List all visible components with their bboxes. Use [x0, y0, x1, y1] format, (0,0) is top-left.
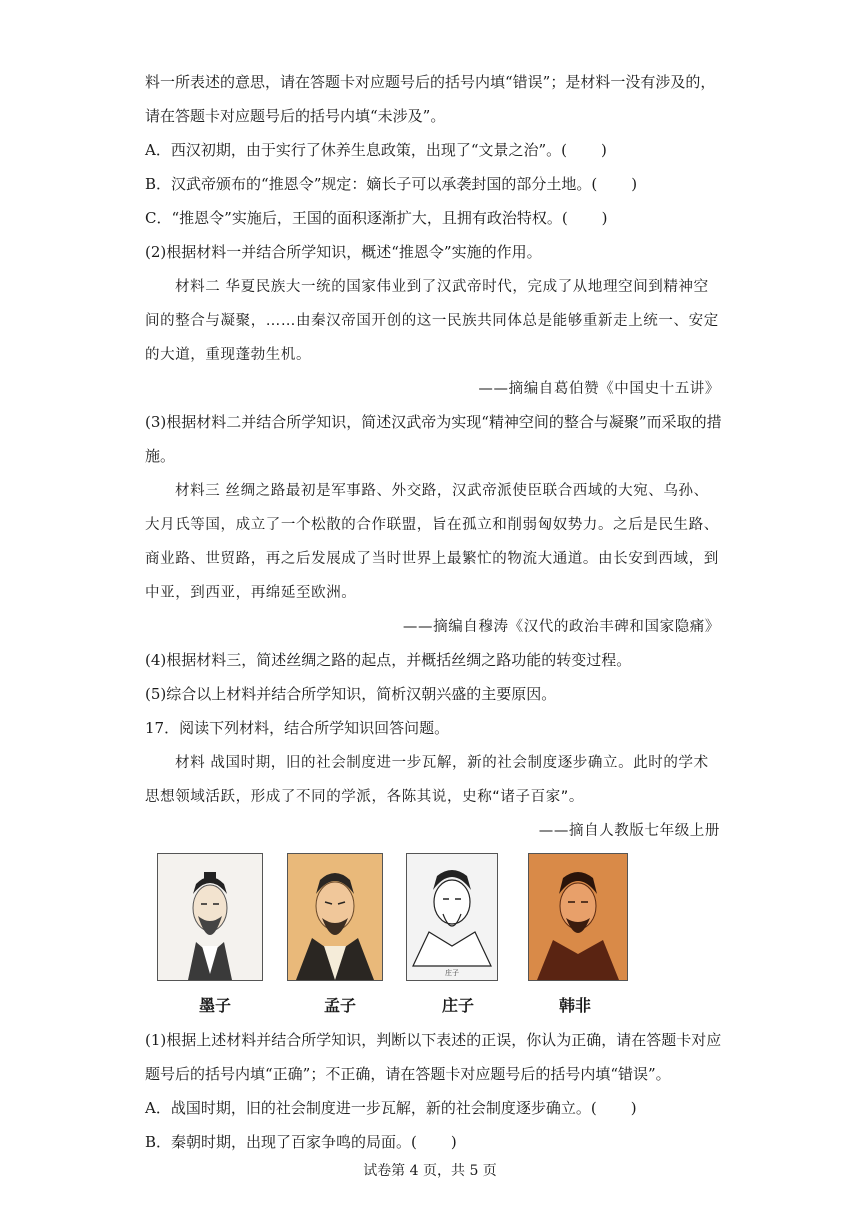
statement-b: B．汉武帝颁布的“推恩令”规定：嫡长子可以承袭封国的部分土地。( ) — [145, 175, 638, 193]
page-footer: 试卷第 4 页，共 5 页 — [363, 1163, 497, 1179]
mengzi-portrait-icon — [288, 854, 382, 980]
statement-17-a: A．战国时期，旧的社会制度进一步瓦解，新的社会制度逐步确立。( ) — [145, 1099, 637, 1117]
question-17: 17．阅读下列材料，结合所学知识回答问题。 — [145, 719, 450, 737]
caption-mozi: 墨子 — [198, 996, 231, 1015]
question-3: 施。 — [145, 447, 176, 465]
question-3: (3)根据材料二并结合所学知识，简述汉武帝为实现“精神空间的整合与凝聚”而采取的措 — [145, 413, 722, 431]
material-2-text: 材料二 华夏民族大一统的国家伟业到了汉武帝时代，完成了从地理空间到精神空 — [175, 279, 709, 295]
portrait-zhuangzi — [406, 853, 498, 981]
statement-17-b: B．秦朝时期，出现了百家争鸣的局面。( ) — [145, 1133, 457, 1151]
material-3-source: ——摘编自穆涛《汉代的政治丰碑和国家隐痛》 — [402, 619, 720, 635]
question-17-1: 题号后的括号内填“正确”；不正确，请在答题卡对应题号后的括号内填“错误”。 — [145, 1065, 671, 1083]
caption-hanfei: 韩非 — [558, 996, 591, 1015]
portrait-mengzi — [287, 853, 383, 981]
caption-mengzi: 孟子 — [323, 996, 356, 1015]
caption-zhuangzi: 庄子 — [441, 996, 474, 1015]
text-line: 料一所表述的意思，请在答题卡对应题号后的括号内填“错误”；是材料一没有涉及的， — [145, 73, 716, 91]
portrait-hanfei — [528, 853, 628, 981]
material-17-text: 材料 战国时期，旧的社会制度进一步瓦解，新的社会制度逐步确立。此时的学术 — [175, 755, 709, 771]
portrait-mozi — [157, 853, 263, 981]
material-17-text: 思想领域活跃，形成了不同的学派，各陈其说，史称“诸子百家”。 — [145, 789, 585, 805]
text-line: 请在答题卡对应题号后的括号内填“未涉及”。 — [145, 107, 446, 125]
material-3-text: 大月氏等国，成立了一个松散的合作联盟，旨在孤立和削弱匈奴势力。之后是民生路、 — [145, 517, 719, 533]
material-2-text: 的大道，重现蓬勃生机。 — [145, 347, 312, 363]
statement-a: A．西汉初期，由于实行了休养生息政策，出现了“文景之治”。( ) — [145, 141, 607, 159]
material-2-source: ——摘编自葛伯赞《中国史十五讲》 — [478, 381, 720, 397]
statement-c: C．“推恩令”实施后，王国的面积逐渐扩大，且拥有政治特权。( ) — [145, 209, 608, 227]
question-17-1: (1)根据上述材料并结合所学知识，判断以下表述的正误，你认为正确，请在答题卡对应 — [145, 1031, 722, 1049]
question-5: (5)综合以上材料并结合所学知识，简析汉朝兴盛的主要原因。 — [145, 685, 557, 703]
zhuangzi-inner-label: 庄子 — [445, 969, 459, 977]
question-2: (2)根据材料一并结合所学知识，概述“推恩令”实施的作用。 — [145, 243, 542, 261]
mozi-portrait-icon — [158, 854, 262, 980]
zhuangzi-portrait-icon — [407, 854, 497, 980]
material-3-text: 材料三 丝绸之路最初是军事路、外交路，汉武帝派使臣联合西域的大宛、乌孙、 — [175, 483, 709, 499]
question-4: (4)根据材料三，简述丝绸之路的起点，并概括丝绸之路功能的转变过程。 — [145, 651, 632, 669]
hanfei-portrait-icon — [529, 854, 627, 980]
material-2-text: 间的整合与凝聚，……由秦汉帝国开创的这一民族共同体总是能够重新走上统一、安定 — [145, 313, 719, 329]
material-17-source: ——摘自人教版七年级上册 — [538, 823, 720, 839]
material-3-text: 中亚，到西亚，再绵延至欧洲。 — [145, 585, 357, 601]
material-3-text: 商业路、世贸路，再之后发展成了当时世界上最繁忙的物流大通道。由长安到西域，到 — [145, 551, 719, 567]
